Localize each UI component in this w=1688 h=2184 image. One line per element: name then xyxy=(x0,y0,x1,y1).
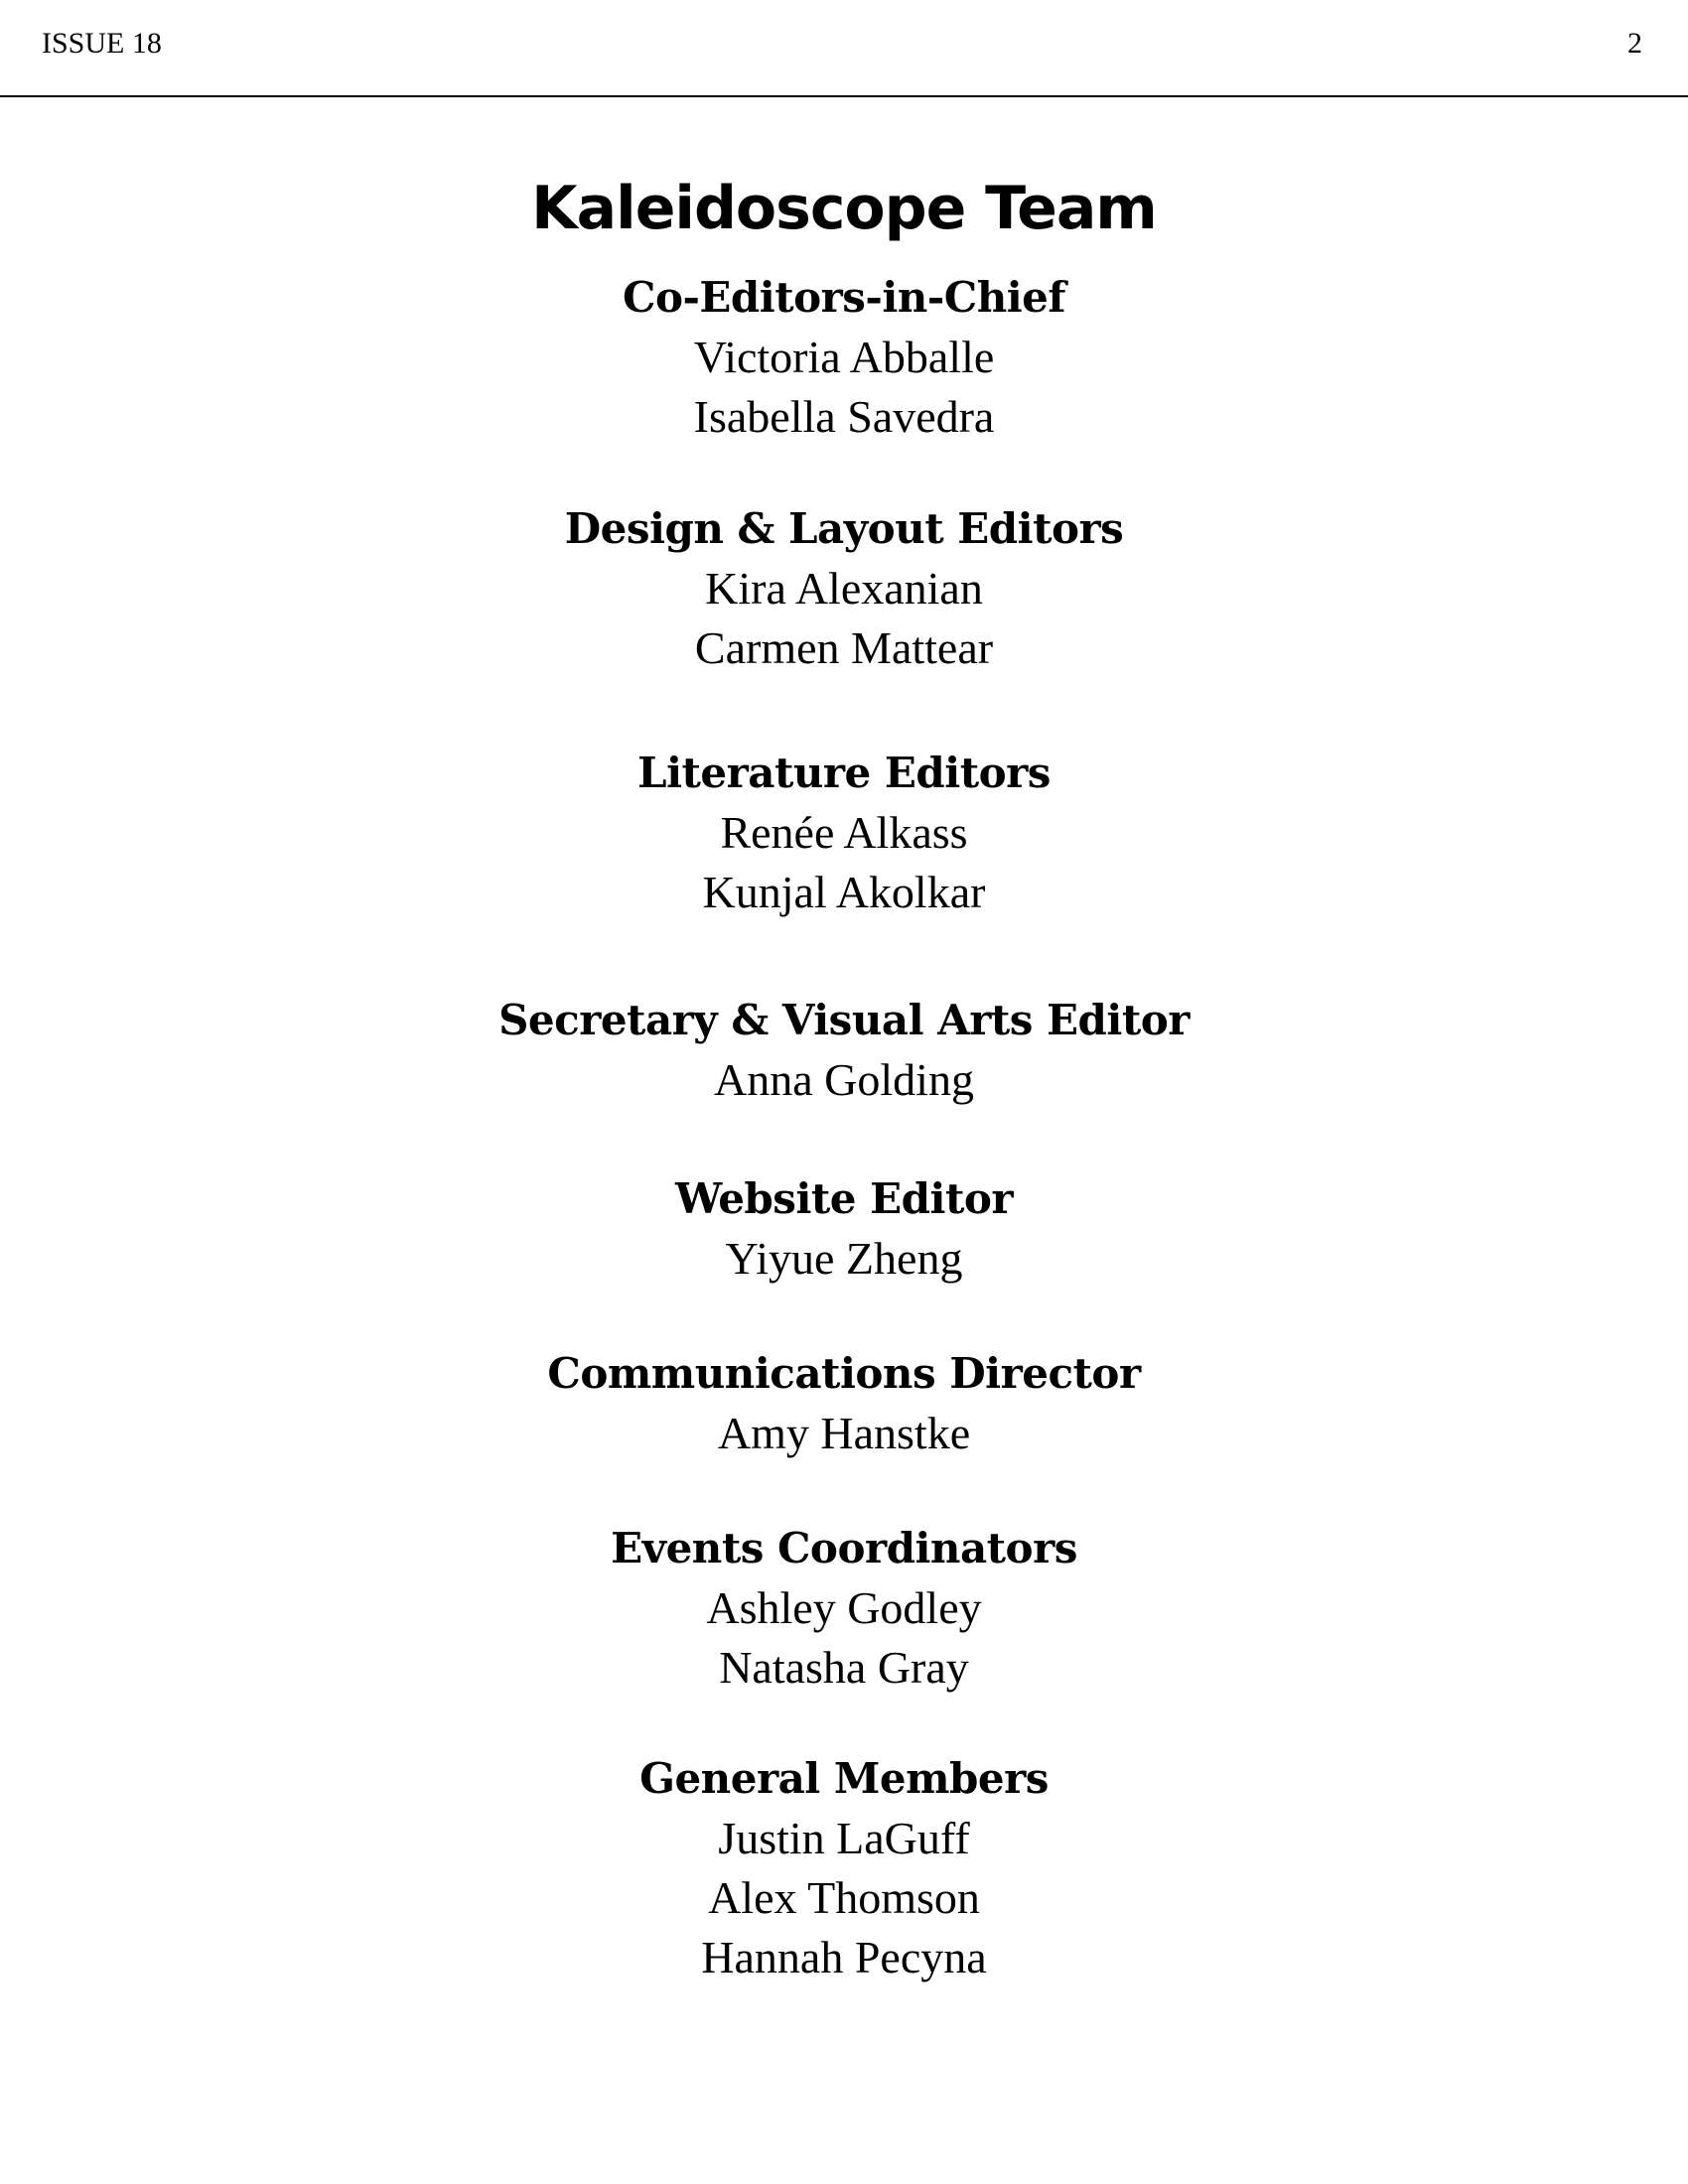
section-communications-director xyxy=(0,1344,1688,1463)
member-name: Kunjal Akolkar xyxy=(702,867,986,917)
issue-label: ISSUE 18 xyxy=(42,27,162,60)
section-general-members xyxy=(0,1749,1688,1987)
member-name: Justin LaGuff xyxy=(718,1813,970,1863)
member-name: Isabella Savedra xyxy=(693,391,995,442)
member-name: Ashley Godley xyxy=(706,1582,982,1633)
role-heading: General Members xyxy=(639,1754,1049,1803)
page-number: 2 xyxy=(1627,27,1642,60)
role-heading: Communications Director xyxy=(547,1349,1141,1398)
section-events-coordinators xyxy=(0,1519,1688,1698)
role-heading: Design & Layout Editors xyxy=(564,504,1124,553)
section-website-editor xyxy=(0,1169,1688,1289)
member-name: Victoria Abballe xyxy=(693,332,995,382)
role-heading: Literature Editors xyxy=(637,749,1051,797)
page-header xyxy=(0,0,1688,97)
page-title: Kaleidoscope Team xyxy=(531,174,1157,243)
member-name: Alex Thomson xyxy=(708,1872,980,1923)
member-name: Yiyue Zheng xyxy=(725,1233,963,1284)
section-co-editors-in-chief xyxy=(0,268,1688,447)
member-name: Kira Alexanian xyxy=(705,563,983,614)
member-name: Renée Alkass xyxy=(720,807,968,858)
member-name: Amy Hanstke xyxy=(717,1408,971,1458)
role-heading: Co-Editors-in-Chief xyxy=(623,273,1065,322)
role-heading: Secretary & Visual Arts Editor xyxy=(498,996,1190,1044)
role-heading: Website Editor xyxy=(674,1174,1014,1223)
member-name: Carmen Mattear xyxy=(694,622,994,673)
member-name: Anna Golding xyxy=(714,1054,974,1105)
member-name: Hannah Pecyna xyxy=(701,1932,987,1982)
role-heading: Events Coordinators xyxy=(611,1524,1077,1572)
section-literature-editors xyxy=(0,744,1688,922)
section-secretary-visual-arts-editor xyxy=(0,991,1688,1110)
member-name: Natasha Gray xyxy=(719,1642,969,1693)
section-design-layout-editors xyxy=(0,499,1688,678)
